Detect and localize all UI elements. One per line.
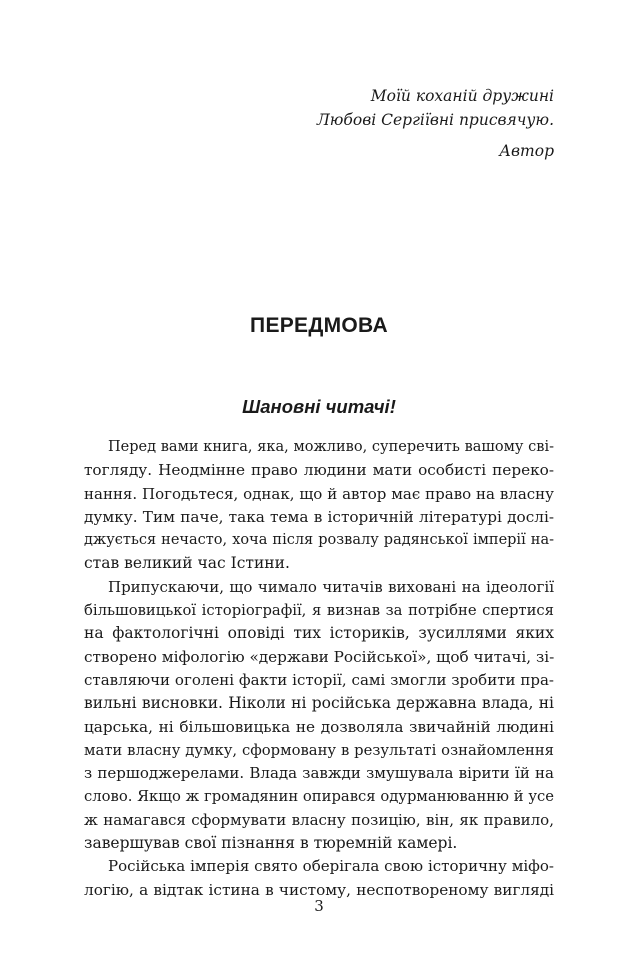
text-line: став великий час Істини. xyxy=(84,554,290,573)
dedication-author: Автор xyxy=(499,142,554,160)
text-line: Російська імперія свято оберігала свою історичну міфо- xyxy=(108,857,554,876)
text-line: слово. Якщо ж громадянин опирався одурманюванню й усе xyxy=(84,788,554,806)
text-line: мати власну думку, сформовану в результаті ознайомлення xyxy=(84,741,554,759)
dedication-line: Моїй коханій дружині xyxy=(370,87,554,105)
text-line: ж намагався сформувати власну позицію, він, як правило, xyxy=(84,810,554,829)
text-line: завершував свої пізнання в тюремній камері. xyxy=(84,834,458,853)
text-line: Перед вами книга, яка, можливо, суперечить вашому сві- xyxy=(108,439,554,455)
text-line: царська, ні більшовицька не дозволяла звичайній людині xyxy=(84,717,554,736)
text-line: джується нечасто, хоча після розвалу радянської імперії на- xyxy=(84,532,554,549)
dedication-line: Любові Сергіївні присвячую. xyxy=(316,111,554,129)
text-line: нання. Погодьтеся, однак, що й автор має право на власну xyxy=(84,484,554,503)
text-line: з першоджерелами. Влада завжди змушувала вірити їй на xyxy=(84,764,554,783)
text-line: створено міфологію «держави Російської», щоб читачі, зі- xyxy=(84,647,555,666)
text-line: думку. Тим паче, така тема в історичній літературі дослі- xyxy=(84,507,554,526)
text-line: логію, а відтак істина в чистому, неспотвореному вигляді xyxy=(84,880,554,899)
page-number: 3 xyxy=(314,897,324,915)
salutation-heading: Шановні читачі! xyxy=(242,396,396,417)
text-line: вильні висновки. Ніколи ні російська державна влада, ні xyxy=(84,694,554,713)
dedication xyxy=(317,84,554,163)
page-title: ПЕРЕДМОВА xyxy=(250,314,388,337)
text-line: більшовицької історіографії, я визнав за потрібне спертися xyxy=(84,602,554,620)
text-line: тогляду. Неодмінне право людини мати особисті переко- xyxy=(84,461,554,480)
book-page xyxy=(84,0,554,970)
text-line: на фактологічні оповіді тих істориків, зусиллями яких xyxy=(84,624,554,643)
preface-body xyxy=(84,436,554,902)
text-line: Припускаючи, що чимало читачів виховані на ідеології xyxy=(108,577,554,596)
text-line: ставляючи оголені факти історії, самі змогли зробити пра- xyxy=(84,670,554,689)
